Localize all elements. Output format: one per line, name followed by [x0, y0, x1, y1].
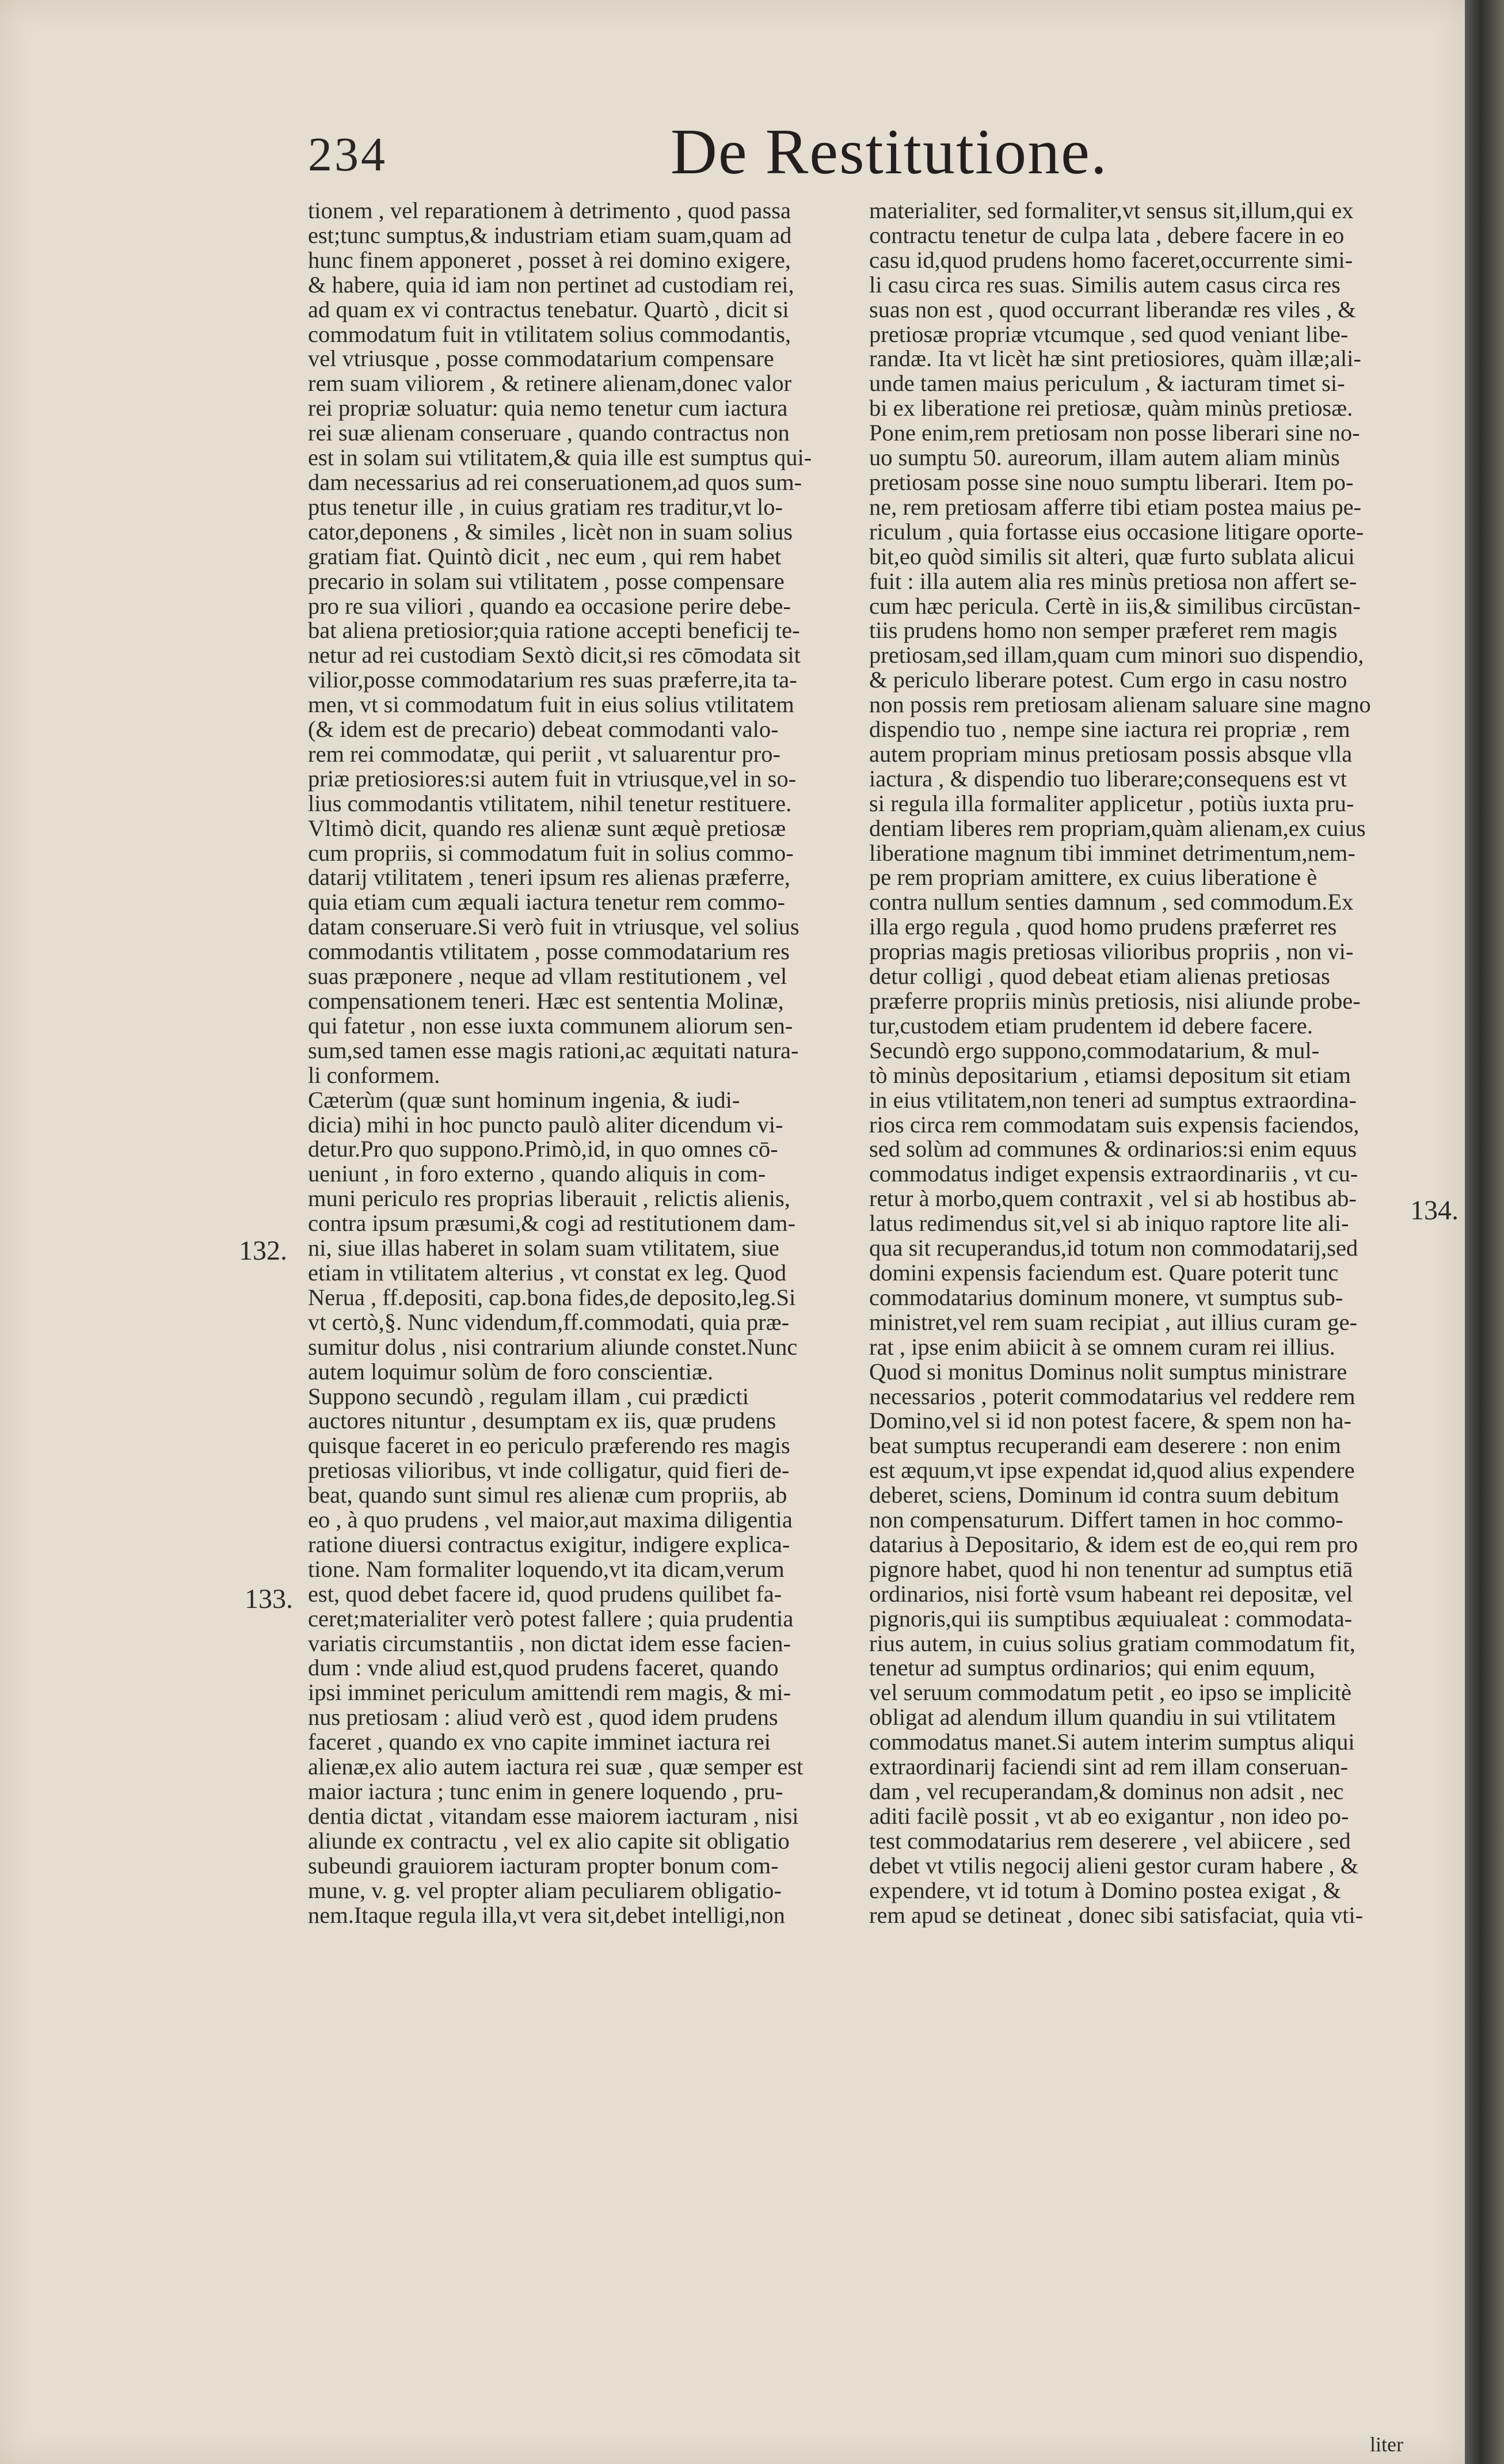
text-line: datam conseruare.Si verò fuit in vtriusque, vel solius — [308, 915, 799, 940]
text-line: Vltimò dicit, quando res alienæ sunt æquè pretiosæ — [308, 816, 786, 841]
text-line: Domino,vel si id non potest facere, & spem non ha- — [869, 1409, 1351, 1434]
text-line: latus redimendus sit,vel si ab iniquo raptore lite ali- — [869, 1211, 1349, 1237]
text-line: li conformem. — [308, 1063, 440, 1088]
text-line: non compensaturum. Differt tamen in hoc commo- — [869, 1508, 1343, 1533]
text-line: pretiosam,sed illam,quam cum minori suo dispendio, — [869, 643, 1364, 668]
text-line: bit,eo quòd similis sit alteri, quæ furto sublata alicui — [869, 544, 1355, 569]
catchword: liter — [1370, 2433, 1403, 2456]
text-line: suas præponere , neque ad vllam restitutionem , vel — [308, 964, 787, 989]
book-spine-edge — [1465, 0, 1504, 2464]
text-line: rius autem, in cuius solius gratiam commodatum fit, — [869, 1631, 1355, 1656]
text-line: proprias magis pretiosas vilioribus propriis , non vi- — [869, 940, 1354, 965]
text-line: ni, siue illas haberet in solam suam vtilitatem, siue — [308, 1236, 779, 1261]
text-line: riculum , quia fortasse eius occasione litigare oporte- — [869, 519, 1364, 545]
text-line: detur.Pro quo suppono.Primò,id, in quo omnes cō- — [308, 1137, 778, 1162]
text-line: ministret,vel rem suam recipiat , aut illius curam ge- — [869, 1310, 1357, 1335]
text-line: uo sumptu 50. aureorum, illam autem aliam minùs — [869, 446, 1340, 470]
text-line: iactura , & dispendio tuo liberare;consequens est vt — [869, 766, 1347, 792]
text-line: Cæterùm (quæ sunt hominum ingenia, & iudi- — [308, 1087, 740, 1113]
text-line: dum : vnde aliud est,quod prudens faceret, quando — [308, 1656, 779, 1681]
text-line: fuit : illa autem alia res minùs pretiosa non affert se- — [869, 569, 1357, 594]
text-line: retur à morbo,quem contraxit , vel si ab hostibus ab- — [869, 1187, 1357, 1212]
text-line: præferre propriis minùs pretiosis, nisi aliunde probe- — [869, 989, 1361, 1014]
text-line: Nerua , ff.depositi, cap.bona fides,de deposito,leg.Si — [308, 1285, 796, 1310]
text-line: deberet, sciens, Dominum id contra suum debitum — [869, 1483, 1339, 1508]
text-line: rei suæ alienam conseruare , quando contractus non — [308, 421, 790, 446]
text-line: quisque faceret in eo periculo præferendo res magis — [308, 1433, 790, 1459]
text-line: contractu tenetur de culpa lata , debere facere in eo — [869, 223, 1345, 248]
text-line: ad quam ex vi contractus tenebatur. Quartò , dicit si — [308, 297, 789, 322]
text-line: Pone enim,rem pretiosam non posse liberari sine no- — [869, 421, 1360, 446]
text-line: Secundò ergo suppono,commodatarium, & mul- — [869, 1038, 1320, 1063]
page-number: 234 — [308, 128, 387, 181]
text-line: vilior,posse commodatarium res suas præferre,ita ta- — [308, 668, 797, 693]
text-line: tur,custodem etiam prudentem id debere facere. — [869, 1013, 1313, 1039]
text-line: commodatum fuit in vtilitatem solius commodantis, — [308, 322, 791, 347]
text-line: domini expensis faciendum est. Quare poterit tunc — [869, 1260, 1339, 1286]
text-line: autem loquimur solùm de foro conscientiæ. — [308, 1359, 714, 1385]
text-line: & habere, quia id iam non pertinet ad custodiam rei, — [308, 272, 794, 298]
text-line: necessarios , poterit commodatarius vel reddere rem — [869, 1384, 1355, 1409]
text-line: netur ad rei custodiam Sextò dicit,si res cōmodata sit — [308, 643, 801, 668]
text-line: pe rem propriam amittere, ex cuius liberatione è — [869, 865, 1318, 891]
text-line: unde tamen maius periculum , & iacturam timet si- — [869, 371, 1345, 397]
text-line: priæ pretiosiores:si autem fuit in vtriusque,vel in so- — [308, 766, 797, 792]
text-line: precario in solam sui vtilitatem , posse compensare — [308, 569, 785, 594]
text-line: muni periculo res proprias liberauit , relictis alienis, — [308, 1187, 790, 1212]
text-line: pretiosæ propriæ vtcumque , sed quod veniant libe- — [869, 322, 1349, 347]
text-line: tenetur ad sumptus ordinarios; qui enim equum, — [869, 1656, 1315, 1681]
text-line: subeundi grauiorem iacturam propter bonum com- — [308, 1853, 779, 1879]
text-line: Suppono secundò , regulam illam , cui prædicti — [308, 1384, 749, 1409]
text-line: dam , vel recuperandam,& dominus non adsit , nec — [869, 1779, 1344, 1804]
text-line: pretiosam posse sine nouo sumptu liberari. Item po- — [869, 470, 1354, 495]
text-line: aditi facilè possit , vt ab eo exigantur , non ideo po- — [869, 1804, 1349, 1829]
text-line: rat , ipse enim abiicit à se omnem curam rei illius. — [869, 1334, 1335, 1360]
text-line: illa ergo regula , quod homo prudens præferret res — [869, 915, 1337, 940]
text-line: nus pretiosam : aliud verò est , quod idem prudens — [308, 1705, 778, 1731]
text-line: detur colligi , quod debeat etiam alienas pretiosas — [869, 964, 1330, 989]
text-line: commodantis vtilitatem , posse commodatarium res — [308, 940, 790, 965]
text-line: ipsi imminet periculum amittendi rem magis, & mi- — [308, 1680, 791, 1706]
text-line: eo , à quo prudens , vel maior,aut maxima diligentia — [308, 1508, 793, 1533]
text-line: materialiter, sed formaliter,vt sensus sit,illum,qui ex — [869, 199, 1354, 223]
text-line: tiis prudens homo non semper præferet rem magis — [869, 618, 1338, 644]
text-line: commodatus manet.Si autem interim sumptus aliqui — [869, 1730, 1355, 1755]
text-line: vt certò,§. Nunc videndum,ff.commodati, quia præ- — [308, 1310, 790, 1335]
page-header — [308, 115, 1183, 201]
text-line: pro re sua viliori , quando ea occasione perire debe- — [308, 594, 791, 619]
text-line: auctores nituntur , desumptam ex iis, quæ prudens — [308, 1409, 776, 1434]
text-line: nem.Itaque regula illa,vt vera sit,debet intelligi,non — [308, 1903, 785, 1928]
text-line: commodatus indiget expensis extraordinariis , vt cu- — [869, 1162, 1358, 1187]
text-line: sed solùm ad communes & ordinarios:si enim equus — [869, 1137, 1357, 1162]
text-line: (& idem est de precario) debeat commodanti valo- — [308, 717, 779, 742]
text-line: randæ. Ita vt licèt hæ sint pretiosiores, quàm illæ;ali- — [869, 347, 1361, 372]
text-line: est æquum,vt ipse expendat id,quod alius expendere — [869, 1458, 1355, 1484]
text-line: non possis rem pretiosam alienam saluare sine magno — [869, 693, 1371, 718]
text-line: autem propriam minus pretiosam possis absque vlla — [869, 742, 1353, 767]
text-line: mune, v. g. vel propter aliam peculiarem obligatio- — [308, 1878, 782, 1903]
text-line: commodatarius dominum monere, vt sumptus sub- — [869, 1285, 1343, 1310]
text-line: ceret;materialiter verò potest fallere ; quia prudentia — [308, 1606, 794, 1632]
text-line: cum hæc pericula. Certè in iis,& similibus circūstan- — [869, 594, 1361, 619]
text-line: hunc finem apponeret , posset à rei domino exigere, — [308, 248, 791, 273]
text-line: casu id,quod prudens homo faceret,occurrente simi- — [869, 248, 1353, 273]
left-text-column — [308, 199, 842, 1927]
text-line: bat aliena pretiosior;quia ratione accepti beneficij te- — [308, 618, 800, 644]
text-line: sumitur dolus , nisi contrarium aliunde constet.Nunc — [308, 1334, 798, 1360]
text-line: ptus tenetur ille , in cuius gratiam res traditur,vt lo- — [308, 495, 783, 520]
margin-paragraph-number-133: 133. — [245, 1584, 293, 1614]
text-line: expendere, vt id totum à Domino postea exigat , & — [869, 1878, 1341, 1903]
text-line: dicia) mihi in hoc puncto paulò aliter dicendum vi- — [308, 1112, 783, 1138]
text-line: tionem , vel reparationem à detrimento , quod passa — [308, 199, 791, 223]
text-line: suas non est , quod occurrant liberandæ res viles , & — [869, 297, 1356, 322]
text-line: lius commodantis vtilitatem, nihil tenetur restituere. — [308, 791, 792, 816]
text-line: dentiam liberes rem propriam,quàm alienam,ex cuius — [869, 816, 1366, 841]
text-line: compensationem teneri. Hæc est sententia Molinæ, — [308, 989, 784, 1014]
text-line: contra nullum senties damnum , sed commodum.Ex — [869, 890, 1354, 915]
text-line: & periculo liberare potest. Cum ergo in casu nostro — [869, 668, 1347, 693]
text-line: debet vt vtilis negocij alieni gestor curam habere , & — [869, 1853, 1359, 1879]
text-line: aliunde ex contractu , vel ex alio capite sit obligatio — [308, 1828, 790, 1854]
text-line: rem suam viliorem , & retinere alienam,donec valor — [308, 371, 792, 397]
text-line: beat, quando sunt simul res alienæ cum propriis, ab — [308, 1483, 787, 1508]
text-line: tione. Nam formaliter loquendo,vt ita dicam,verum — [308, 1557, 785, 1582]
text-line: dentia dictat , vitandam esse maiorem iacturam , nisi — [308, 1804, 799, 1829]
text-line: maior iactura ; tunc enim in genere loquendo , pru- — [308, 1779, 783, 1804]
text-line: alienæ,ex alio autem iactura rei suæ , quæ semper est — [308, 1755, 804, 1779]
margin-paragraph-number-134: 134. — [1410, 1195, 1459, 1226]
text-line: li casu circa res suas. Similis autem casus circa res — [869, 272, 1341, 298]
text-line: pignoris,qui iis sumptibus æquiualeat : commodata- — [869, 1606, 1353, 1632]
text-line: test commodatarius rem deserere , vel abiicere , sed — [869, 1828, 1351, 1854]
text-line: liberatione magnum tibi imminet detrimentum,nem- — [869, 841, 1355, 866]
running-head: De Restitutione. — [671, 116, 1108, 188]
text-line: faceret , quando ex vno capite imminet iactura rei — [308, 1730, 771, 1755]
text-line: dam necessarius ad rei conseruationem,ad quos sum- — [308, 470, 802, 495]
text-line: datarius à Depositario, & idem est de eo,qui rem pro — [869, 1532, 1358, 1557]
text-line: Quod si monitus Dominus nolit sumptus ministrare — [869, 1359, 1347, 1385]
text-line: dispendio tuo , nempe sine iactura rei propriæ , rem — [869, 717, 1350, 742]
text-line: rem rei commodatæ, qui periit , vt saluarentur pro- — [308, 742, 781, 767]
margin-paragraph-number-132: 132. — [239, 1235, 287, 1266]
text-line: cum propriis, si commodatum fuit in solius commo- — [308, 841, 794, 866]
text-line: qui fatetur , non esse iuxta communem aliorum sen- — [308, 1013, 793, 1039]
text-line: bi ex liberatione rei pretiosæ, quàm minùs pretiosæ. — [869, 396, 1353, 421]
text-line: qua sit recuperandus,id totum non commodatarij,sed — [869, 1236, 1358, 1261]
text-line: etiam in vtilitatem alterius , vt constat ex leg. Quod — [308, 1260, 787, 1286]
text-line: cator,deponens , & similes , licèt non in suam solius — [308, 519, 793, 545]
text-line: beat sumptus recuperandi eam deserere : non enim — [869, 1433, 1341, 1459]
text-line: variatis circumstantiis , non dictat idem esse facien- — [308, 1631, 791, 1656]
text-line: rem apud se detineat , donec sibi satisfaciat, quia vti- — [869, 1903, 1364, 1928]
text-line: obligat ad alendum illum quandiu in sui vtilitatem — [869, 1705, 1337, 1731]
text-line: ratione diuersi contractus exigitur, indigere explica- — [308, 1532, 790, 1557]
text-line: pignore habet, quod hi non tenentur ad sumptus etiā — [869, 1557, 1353, 1582]
text-line: si regula illa formaliter applicetur , potiùs iuxta pru- — [869, 791, 1354, 816]
text-line: ne, rem pretiosam afferre tibi etiam postea maius pe- — [869, 495, 1362, 520]
text-line: rei propriæ soluatur: quia nemo tenetur cum iactura — [308, 396, 788, 421]
text-line: vel vtriusque , posse commodatarium compensare — [308, 347, 774, 372]
right-text-column — [869, 199, 1406, 1927]
text-line: tò minùs depositarium , etiamsi depositum sit etiam — [869, 1063, 1351, 1088]
text-line: extraordinarij faciendi sint ad rem illam conseruan- — [869, 1755, 1349, 1779]
text-line: quia etiam cum æquali iactura tenetur rem commo- — [308, 890, 785, 915]
text-line: men, vt si commodatum fuit in eius solius vtilitatem — [308, 693, 794, 718]
text-line: sum,sed tamen esse magis rationi,ac æquitati natura- — [308, 1038, 799, 1063]
text-line: datarij vtilitatem , teneri ipsum res alienas præferre, — [308, 865, 790, 891]
text-line: contra ipsum præsumi,& cogi ad restitutionem dam- — [308, 1211, 795, 1237]
text-line: ueniunt , in foro externo , quando aliquis in com- — [308, 1162, 766, 1187]
text-line: ordinarios, nisi fortè vsum habeant rei depositæ, vel — [869, 1581, 1353, 1607]
text-line: est;tunc sumptus,& industriam etiam suam,quam ad — [308, 223, 792, 248]
text-line: pretiosas vilioribus, vt inde colligatur, quid fieri de- — [308, 1458, 790, 1484]
text-line: in eius vtilitatem,non teneri ad sumptus extraordina- — [869, 1087, 1357, 1113]
text-line: est, quod debet facere id, quod prudens quilibet fa- — [308, 1581, 782, 1607]
text-line: est in solam sui vtilitatem,& quia ille est sumptus qui- — [308, 446, 812, 470]
text-line: gratiam fiat. Quintò dicit , nec eum , qui rem habet — [308, 544, 782, 569]
text-line: rios circa rem commodatam suis expensis faciendos, — [869, 1112, 1360, 1138]
text-line: vel seruum commodatum petit , eo ipso se implicitè — [869, 1680, 1351, 1706]
